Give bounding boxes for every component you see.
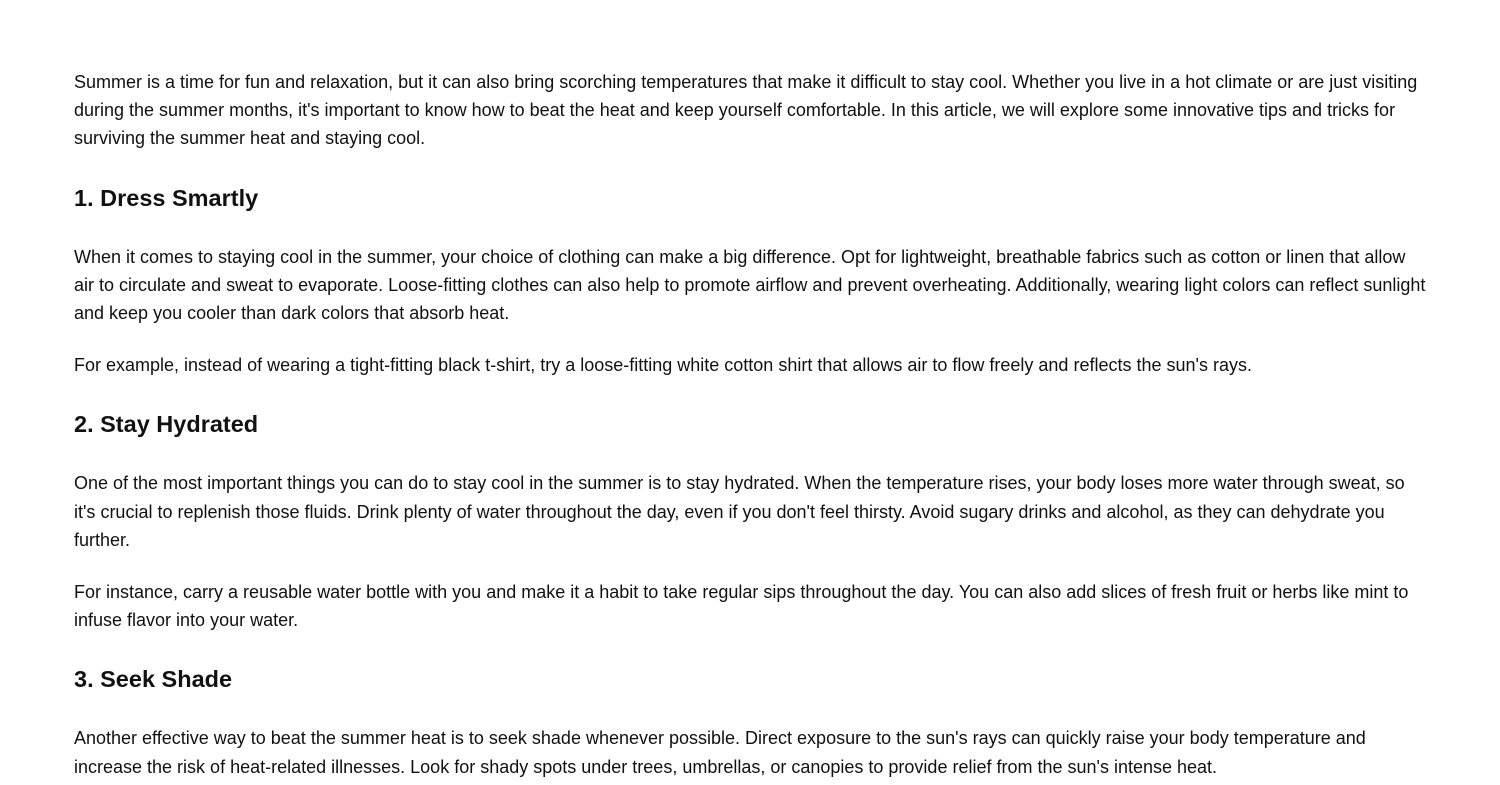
section-paragraph: Another effective way to beat the summer heat is to seek shade whenever possible. Direct exposure to the sun's rays can quickly raise your body temperature and increase the risk of heat-related illnesses. Look for shady spots under trees, umbrellas, or canopies to provide relief from the sun's intense heat.	[74, 728, 1366, 777]
section-heading-seek-shade: 3. Seek Shade	[74, 666, 233, 693]
section-paragraph: For instance, carry a reusable water bottle with you and make it a habit to take regular sips throughout the day. You can also add slices of fresh fruit or herbs like mint to infuse flavor into your water.	[74, 582, 1409, 631]
section-paragraph: One of the most important things you can do to stay cool in the summer is to stay hydrated. When the temperature rises, your body loses more water through sweat, so it's crucial to replenish those fluids. Drink plenty of water throughout the day, even if you don't feel thirsty. Avoid sugary drinks and alcohol, as they can dehydrate you further.	[74, 473, 1405, 550]
section-paragraph: When it comes to staying cool in the summer, your choice of clothing can make a big difference. Opt for lightweight, breathable fabrics such as cotton or linen that allow air to circulate and sweat to evaporate. Loose-fitting clothes can also help to promote airflow and prevent overheating. Additionally, wearing light colors can reflect sunlight and keep you cooler than dark colors that absorb heat.	[74, 246, 1426, 324]
intro-paragraph: Summer is a time for fun and relaxation, but it can also bring scorching temperatures that make it difficult to stay cool. Whether you live in a hot climate or are just visiting during the summer months, it's important to know how to beat the heat and keep yourself comfortable. In this article, we will explore some innovative tips and tricks for surviving the summer heat and staying cool.	[74, 72, 1418, 149]
section-paragraph: For example, instead of wearing a tight-fitting black t-shirt, try a loose-fitting white cotton shirt that allows air to flow freely and reflects the sun's rays.	[74, 355, 1252, 376]
section-heading-stay-hydrated: 2. Stay Hydrated	[74, 411, 259, 438]
section-heading-dress-smartly: 1. Dress Smartly	[74, 184, 259, 211]
